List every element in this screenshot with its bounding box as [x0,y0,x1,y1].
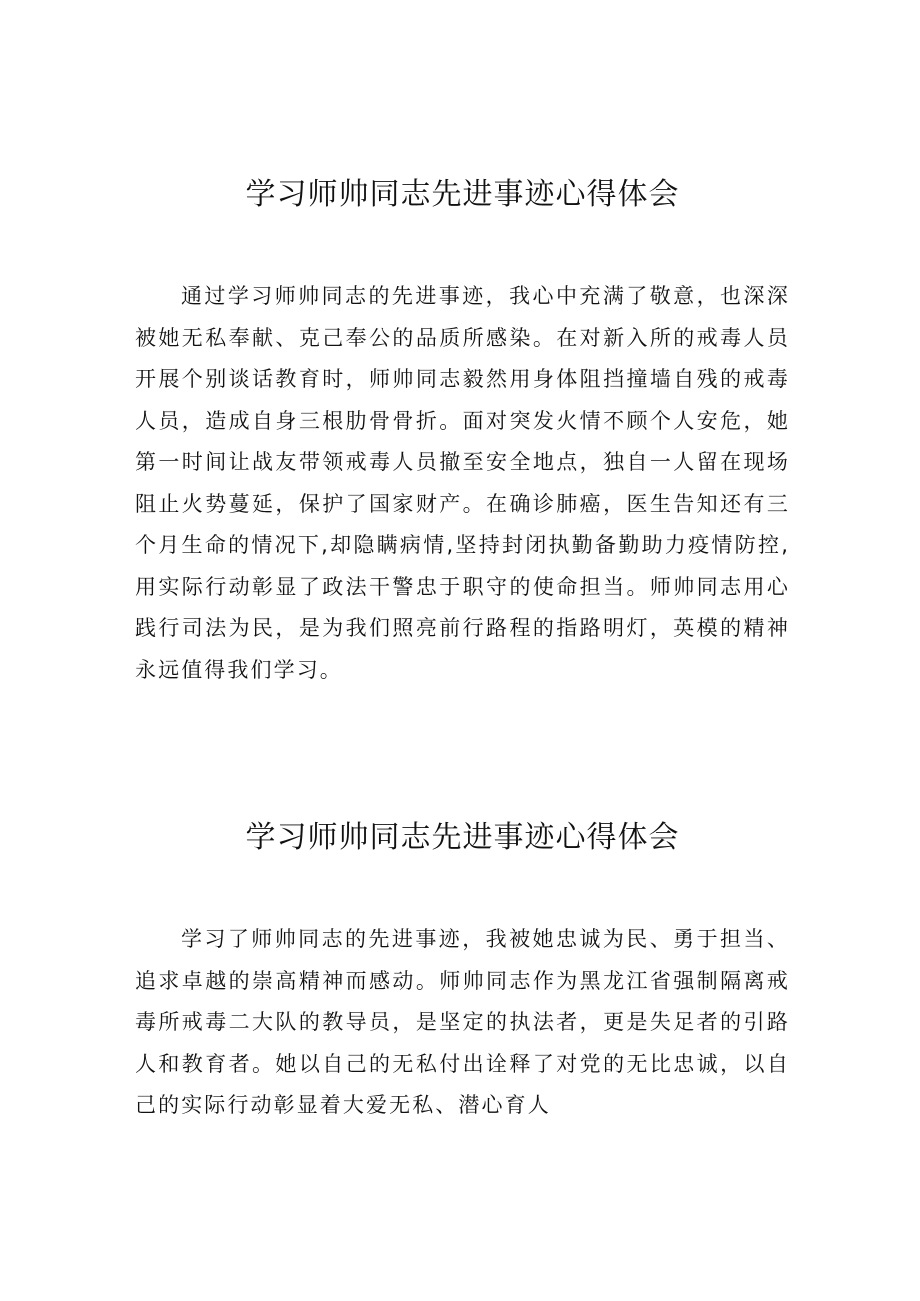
essay-title-2: 学习师帅同志先进事迹心得体会 [245,820,680,855]
essay-paragraph-1: 通过学习师帅同志的先进事迹，我心中充满了敬意，也深深被她无私奉献、克己奉公的品质所感染。在对新入所的戒毒人员开展个别谈话教育时，师帅同志毅然用身体阻挡撞墙自残的戒毒人员，造成自身三根肋骨骨折。面对突发火情不顾个人安危，她第一时间让战友带领戒毒人员撤至安全地点，独自一人留在现场阻止火势蔓延，保护了国家财产。在确诊肺癌，医生告知还有三个月生命的情况下,却隐瞒病情,坚持封闭执勤备勤助力疫情防控,用实际行动彰显了政法干警忠于职守的使命担当。师帅同志用心践行司法为民，是为我们照亮前行路程的指路明灯，英模的精神永远值得我们学习。 [135,284,790,682]
essay-title-1: 学习师帅同志先进事迹心得体会 [245,177,680,212]
essay-section-2 [135,813,790,1127]
essay-section-1 [135,170,790,691]
essay-paragraph-2: 学习了师帅同志的先进事迹，我被她忠诚为民、勇于担当、追求卓越的崇高精神而感动。师帅同志作为黑龙江省强制隔离戒毒所戒毒二大队的教导员，是坚定的执法者，更是失足者的引路人和教育者。她以自己的无私付出诠释了对党的无比忠诚，以自己的实际行动彰显着大爱无私、潜心育人 [135,927,790,1117]
